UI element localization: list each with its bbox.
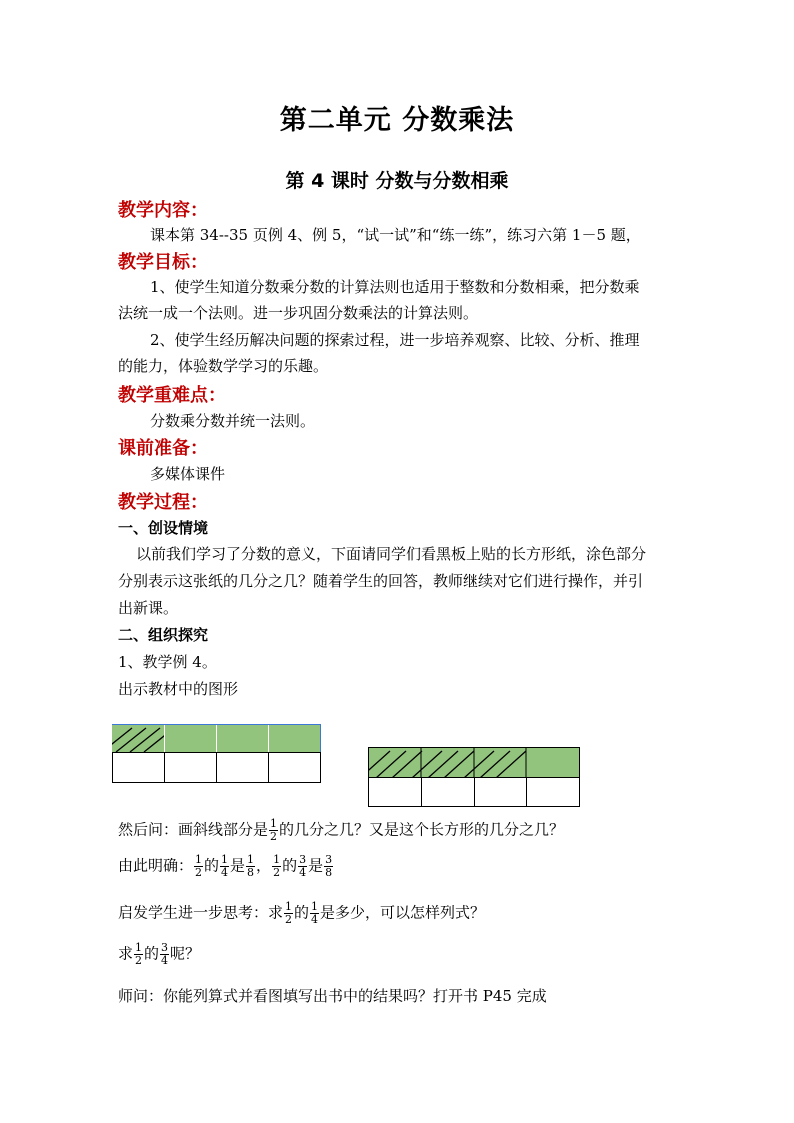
text-of: 的 xyxy=(282,856,298,875)
key-text: 分数乘分数并统一法则。 xyxy=(150,412,316,430)
step1-line3: 出新课。 xyxy=(118,599,179,617)
show-figure-text: 出示教材中的图形 xyxy=(118,680,239,698)
goal2-line1: 2、使学生经历解决问题的探索过程，进一步培养观察、比较、分析、推理 xyxy=(150,331,640,349)
example-label: 1、教学例 4。 xyxy=(118,653,217,671)
step1-line2: 分别表示这张纸的几分之几？随着学生的回答，教师继续对它们进行操作，并引 xyxy=(118,572,644,590)
fraction-numerator: 1 xyxy=(195,853,203,866)
goal1-line1: 1、使学生知道分数乘分数的计算法则也适用于整数和分数相乘，把分数乘 xyxy=(150,278,640,296)
fraction xyxy=(246,854,255,879)
fraction-numerator: 1 xyxy=(247,853,255,866)
rectangle-figure-left xyxy=(112,722,324,784)
fraction-numerator: 1 xyxy=(273,853,281,866)
think-prefix: 启发学生进一步思考：求 xyxy=(118,903,284,922)
fraction-numerator: 3 xyxy=(299,853,307,866)
fraction-denominator: 4 xyxy=(311,913,319,926)
prep-text: 多媒体课件 xyxy=(150,465,226,483)
question-1-prefix: 然后问：画斜线部分是 xyxy=(118,820,269,839)
process-heading: 教学过程： xyxy=(118,492,208,513)
step1-heading: 一、创设情境 xyxy=(118,519,209,537)
fraction-numerator: 3 xyxy=(161,941,169,954)
goals-heading: 教学目标： xyxy=(118,252,208,273)
key-heading: 教学重难点： xyxy=(118,385,226,406)
fraction-denominator: 2 xyxy=(135,954,143,967)
fraction xyxy=(134,942,143,967)
fraction-denominator: 2 xyxy=(270,830,278,843)
fraction xyxy=(284,901,293,926)
text-of: 的 xyxy=(204,856,220,875)
fraction-numerator: 3 xyxy=(325,853,333,866)
page-title: 第二单元 分数乘法 xyxy=(279,105,515,136)
fraction-numerator: 1 xyxy=(311,900,319,913)
fraction-one-half xyxy=(269,818,278,843)
text-of: 的 xyxy=(294,903,310,922)
ask-suffix: 呢？ xyxy=(170,944,201,963)
text-is: 是 xyxy=(230,856,246,875)
fraction-denominator: 8 xyxy=(325,866,333,879)
step1-line1: 以前我们学习了分数的意义，下面请同学们看黑板上贴的长方形纸，涂色部分 xyxy=(136,545,647,563)
goal2-line2: 的能力，体验数学学习的乐趣。 xyxy=(118,357,329,375)
fraction xyxy=(160,942,169,967)
ask-prefix: 求 xyxy=(118,944,134,963)
prep-heading: 课前准备： xyxy=(118,438,208,459)
text-of: 的 xyxy=(144,944,160,963)
separator: ， xyxy=(256,856,272,875)
fraction-denominator: 2 xyxy=(195,866,203,879)
think-suffix: 是多少，可以怎样列式？ xyxy=(320,903,486,922)
text-is: 是 xyxy=(308,856,324,875)
think-line xyxy=(118,901,485,926)
lesson-subtitle: 第 4 课时 分数与分数相乘 xyxy=(285,170,509,192)
fraction-numerator: 1 xyxy=(270,817,278,830)
rectangle-figure-right xyxy=(368,747,582,809)
fraction-numerator: 1 xyxy=(285,900,293,913)
step2-heading: 二、组织探究 xyxy=(118,626,209,644)
fraction-denominator: 8 xyxy=(247,866,255,879)
fraction xyxy=(220,854,229,879)
fraction-denominator: 4 xyxy=(161,954,169,967)
fraction-numerator: 1 xyxy=(135,941,143,954)
teacher-ask-line: 师问：你能列算式并看图填写出书中的结果吗？打开书 P45 完成 xyxy=(118,987,547,1005)
ask-line xyxy=(118,942,200,967)
goal1-line2: 法统一成一个法则。进一步巩固分数乘法的计算法则。 xyxy=(118,304,479,322)
fraction-denominator: 2 xyxy=(285,913,293,926)
fraction xyxy=(272,854,281,879)
clarify-line xyxy=(118,854,334,879)
fraction-denominator: 4 xyxy=(221,866,229,879)
fraction xyxy=(324,854,333,879)
content-heading: 教学内容： xyxy=(118,200,208,221)
fraction xyxy=(310,901,319,926)
fraction-numerator: 1 xyxy=(221,853,229,866)
fraction xyxy=(194,854,203,879)
fraction-denominator: 4 xyxy=(299,866,307,879)
content-text: 课本第 34--35 页例 4、例 5，“试一试”和“练一练”，练习六第 1－5 题， xyxy=(150,226,641,244)
question-line-1 xyxy=(118,818,564,843)
fraction-denominator: 2 xyxy=(273,866,281,879)
clarify-prefix: 由此明确： xyxy=(118,856,194,875)
question-1-suffix: 的几分之几？又是这个长方形的几分之几？ xyxy=(279,820,565,839)
fraction xyxy=(298,854,307,879)
